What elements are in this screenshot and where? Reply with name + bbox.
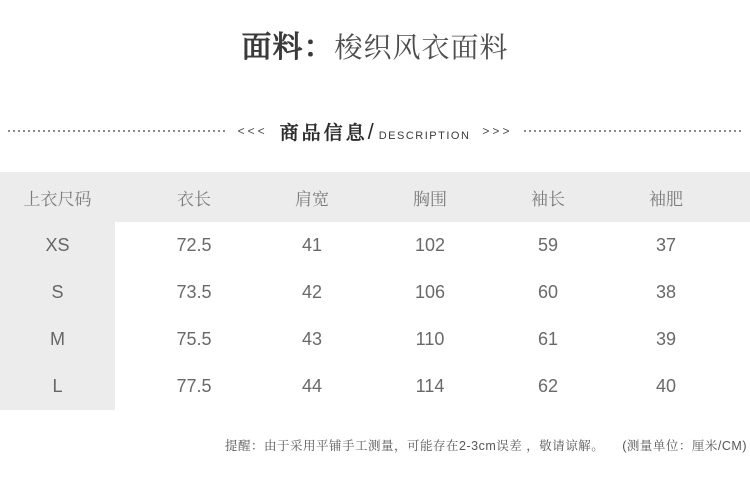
column-header-size: 上衣尺码 <box>0 172 115 222</box>
value-cell: 42 <box>301 282 323 302</box>
value-cell: 43 <box>301 329 323 349</box>
value-cell: 62 <box>537 376 559 396</box>
size-label-cell: S <box>0 269 115 316</box>
value-cell: 39 <box>655 329 677 349</box>
table-header-row <box>0 172 750 222</box>
section-divider <box>0 116 750 146</box>
value-cell: 114 <box>415 376 445 396</box>
value-cell: 44 <box>301 376 323 396</box>
value-cell: 75.5 <box>176 329 212 349</box>
value-cell: 37 <box>655 235 677 255</box>
section-title-separator: / <box>367 118 374 144</box>
value-cell: 60 <box>537 282 559 302</box>
table-row <box>0 363 750 410</box>
value-cell: 41 <box>301 235 323 255</box>
table-row <box>0 222 750 269</box>
right-arrows-icon: >>> <box>482 124 513 138</box>
fabric-title-label: 面料： <box>241 31 335 64</box>
value-cell: 59 <box>537 235 559 255</box>
value-cell: 72.5 <box>176 235 212 255</box>
fabric-title-value: 梭织风衣面料 <box>334 32 509 63</box>
measurement-reminder-text: 提醒：由于采用平铺手工测量，可能存在2-3cm误差 ，敬请谅解。 <box>225 439 605 453</box>
column-header-sleeve-length: 袖长 <box>489 172 607 222</box>
size-chart-table <box>0 172 750 410</box>
section-title-cn: 商品信息 <box>279 122 368 144</box>
value-cell: 106 <box>414 282 446 302</box>
column-header-sleeve-width: 袖肥 <box>607 172 750 222</box>
fabric-title <box>0 0 750 64</box>
value-cell: 102 <box>414 235 446 255</box>
table-row <box>0 269 750 316</box>
value-cell: 61 <box>537 329 559 349</box>
measurement-note <box>0 436 750 454</box>
value-cell: 77.5 <box>176 376 212 396</box>
section-title <box>280 118 471 145</box>
size-label-cell: M <box>0 316 115 363</box>
column-header-length: 衣长 <box>115 172 253 222</box>
measurement-unit-text: (测量单位：厘米/CM) <box>622 439 747 453</box>
value-cell: 38 <box>655 282 677 302</box>
divider-dotted-line-left <box>8 130 226 132</box>
table-row <box>0 316 750 363</box>
divider-dotted-line-right <box>524 130 742 132</box>
column-header-bust: 胸围 <box>371 172 489 222</box>
left-arrows-icon: <<< <box>237 124 268 138</box>
column-header-shoulder: 肩宽 <box>253 172 371 222</box>
value-cell: 40 <box>655 376 677 396</box>
size-label-cell: XS <box>0 222 115 269</box>
section-title-en: DESCRIPTION <box>378 129 471 142</box>
value-cell: 110 <box>415 329 445 349</box>
size-label-cell: L <box>0 363 115 410</box>
value-cell: 73.5 <box>176 282 212 302</box>
